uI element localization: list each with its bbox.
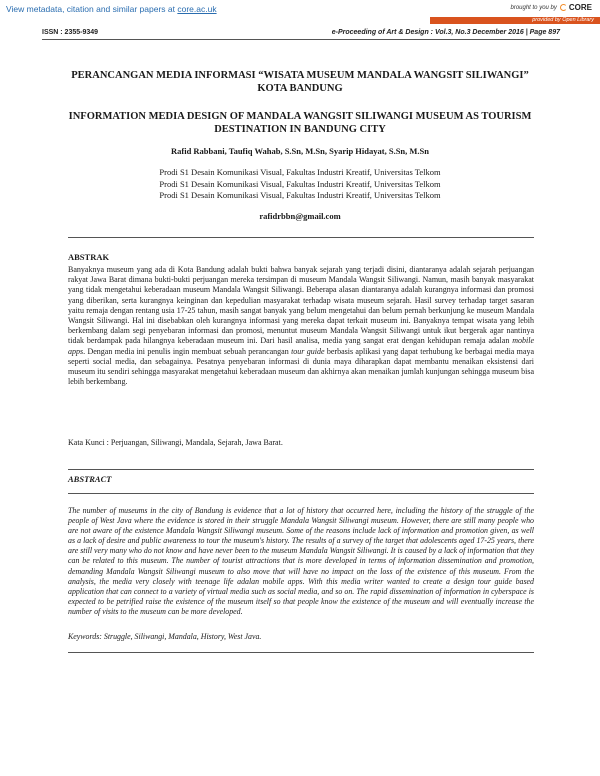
section-divider	[68, 493, 534, 494]
brought-by-text: brought to you by	[510, 4, 557, 11]
core-banner	[0, 0, 600, 25]
provided-by-text: provided by Open Library	[532, 17, 594, 23]
keywords: Keywords: Struggle, Siliwangi, Mandala, History, West Java.	[68, 632, 262, 641]
authors: Rafid Rabbani, Taufiq Wahab, S.Sn, M.Sn, Syarip Hidayat, S.Sn, M.Sn	[170, 146, 430, 156]
section-divider	[68, 237, 534, 238]
section-divider	[68, 469, 534, 470]
abstrak-text-2: . Dengan media ini penulis ingin membuat sebuah perancangan	[83, 346, 292, 356]
abstrak-italic-1: mobile apps	[68, 336, 534, 356]
abstract-heading: ABSTRACT	[68, 474, 112, 484]
provided-by-bar[interactable]	[430, 17, 600, 24]
core-brought-by[interactable]	[511, 3, 593, 12]
author-email: rafidrbbn@gmail.com	[259, 211, 341, 221]
abstrak-text-3: berbasis aplikasi yang dapat terhubung ke berbagai media maya seperti social media, dan sebagainya. Pesatnya penyebaran informasi di dunia maya diharapkan dapat membantu menaikan eksistensi dari museum itu sendiri sehingga masyarakat mengetahui keberadaan museum dan akhirnya akan menaikan jumlah kunjungan sehingga museum bisa lebih berkembang.	[68, 346, 535, 387]
affiliation-item: Prodi S1 Desain Komunikasi Visual, Fakultas Industri Kreatif, Universitas Telkom	[159, 167, 441, 177]
core-logo-text: CORE	[568, 3, 592, 12]
abstrak-body	[68, 265, 534, 387]
kata-kunci: Kata Kunci : Perjuangan, Siliwangi, Mandala, Sejarah, Jawa Barat.	[68, 438, 283, 447]
proceeding-info: e-Proceeding of Art & Design : Vol.3, No.3 December 2016 | Page 897	[331, 29, 560, 36]
core-link-site[interactable]: core.ac.uk	[177, 4, 217, 14]
core-logo[interactable]	[560, 3, 592, 12]
issn: ISSN : 2355-9349	[42, 29, 99, 36]
abstract-body: The number of museums in the city of Bandung is evidence that a lot of history that occurred here, including the history of the struggle of the people of West Java where the evidence is stored in their struggle Mandala Wangsit Siliwangi museum. However, there are still many people who are not aware of the existence Mandala Wangsit Siliwangi museum. Some of the reasons include lack of information and promotion given, as well as a lack of desire and public awareness to tour the museum's history. The results of a survey of the target that adolescents aged 17-25 years, there are still very many who do not know and have never been to the museum Mandala Wangsit Siliwangi. It is caused by a lack of information that they can be related to this museum. The number of tourist attractions that is more developed in terms of information dissemination and promotion, demanding Mandala Wangsit Siliwangi museum to also move that will have no impact on the loss of the existence of this museum. From the analysis, the media very closely with teenage life adalan mobile apps. With this media writer wanted to create a design tour guide based application that can connect to a variety of virtual media such as social media, and so on. The rapid dissemination of information in cyberspace is expected to be petrified raise the existence of the museum itself so that people know the existence of the museum and will eventually increase the number of visits to the museum can be more developed.	[68, 506, 534, 616]
core-logo-icon	[560, 4, 567, 11]
section-divider	[68, 652, 534, 653]
core-link-text: View metadata, citation and similar papers at	[6, 4, 178, 14]
abstrak-text-1: Banyaknya museum yang ada di Kota Bandung adalah bukti bahwa banyak sejarah yang terjadi disini, diantaranya adalah sejarah perjuangan rakyat Jawa Barat dimana bukti-bukti perjuangan mereka tersimpan di museum Mandala Wangsit Siliwangi. Namun, masih banyak masyarakat yang tidak mengetahui keberadaan museum Mandala Wangsit Siliwangi. Beberapa alasan diantaranya adalah kurangnya informasi dan promosi yang diberikan, serta kurangnya keinginan dan kepedulian masyarakat terhadap wisata museum sejarah. Hasil survey terhadap target sasaran yaitu remaja dengan rentang usia 17-25 tahun, masih sangat banyak yang belum mengetahui dan belum pernah berkunjung ke museum Mandala Wangsit Siliwangi. Hal ini disebabkan oleh kurangnya informasi yang mereka dapat terkait museum ini. Banyaknya tempat wisata yang lebih berkembang dalam segi penyebaran informasi dan promosi, menuntut museum Mandala Wangsit Siliwangi untuk ikut bergerak agar nantinya tidak berdampak pada hilangnya keberadaan museum ini. Dari hasil analisa, media yang sangat erat dengan kehidupan remaja adalan	[68, 265, 534, 346]
core-metadata-link[interactable]	[6, 4, 217, 14]
affiliation-item: Prodi S1 Desain Komunikasi Visual, Fakultas Industri Kreatif, Universitas Telkom	[159, 190, 441, 200]
paper-title-indonesian: PERANCANGAN MEDIA INFORMASI “WISATA MUSEUM MANDALA WANGSIT SILIWANGI” KOTA BANDUNG	[71, 70, 529, 94]
paper-title-english: INFORMATION MEDIA DESIGN OF MANDALA WANGSIT SILIWANGI MUSEUM AS TOURISM DESTINATION IN BANDUNG CITY	[68, 111, 532, 135]
affiliation-item: Prodi S1 Desain Komunikasi Visual, Fakultas Industri Kreatif, Universitas Telkom	[159, 178, 441, 189]
affiliations	[60, 167, 540, 202]
header-divider	[42, 39, 560, 40]
abstrak-heading: ABSTRAK	[68, 252, 110, 262]
abstrak-italic-2: tour guide	[291, 346, 325, 356]
